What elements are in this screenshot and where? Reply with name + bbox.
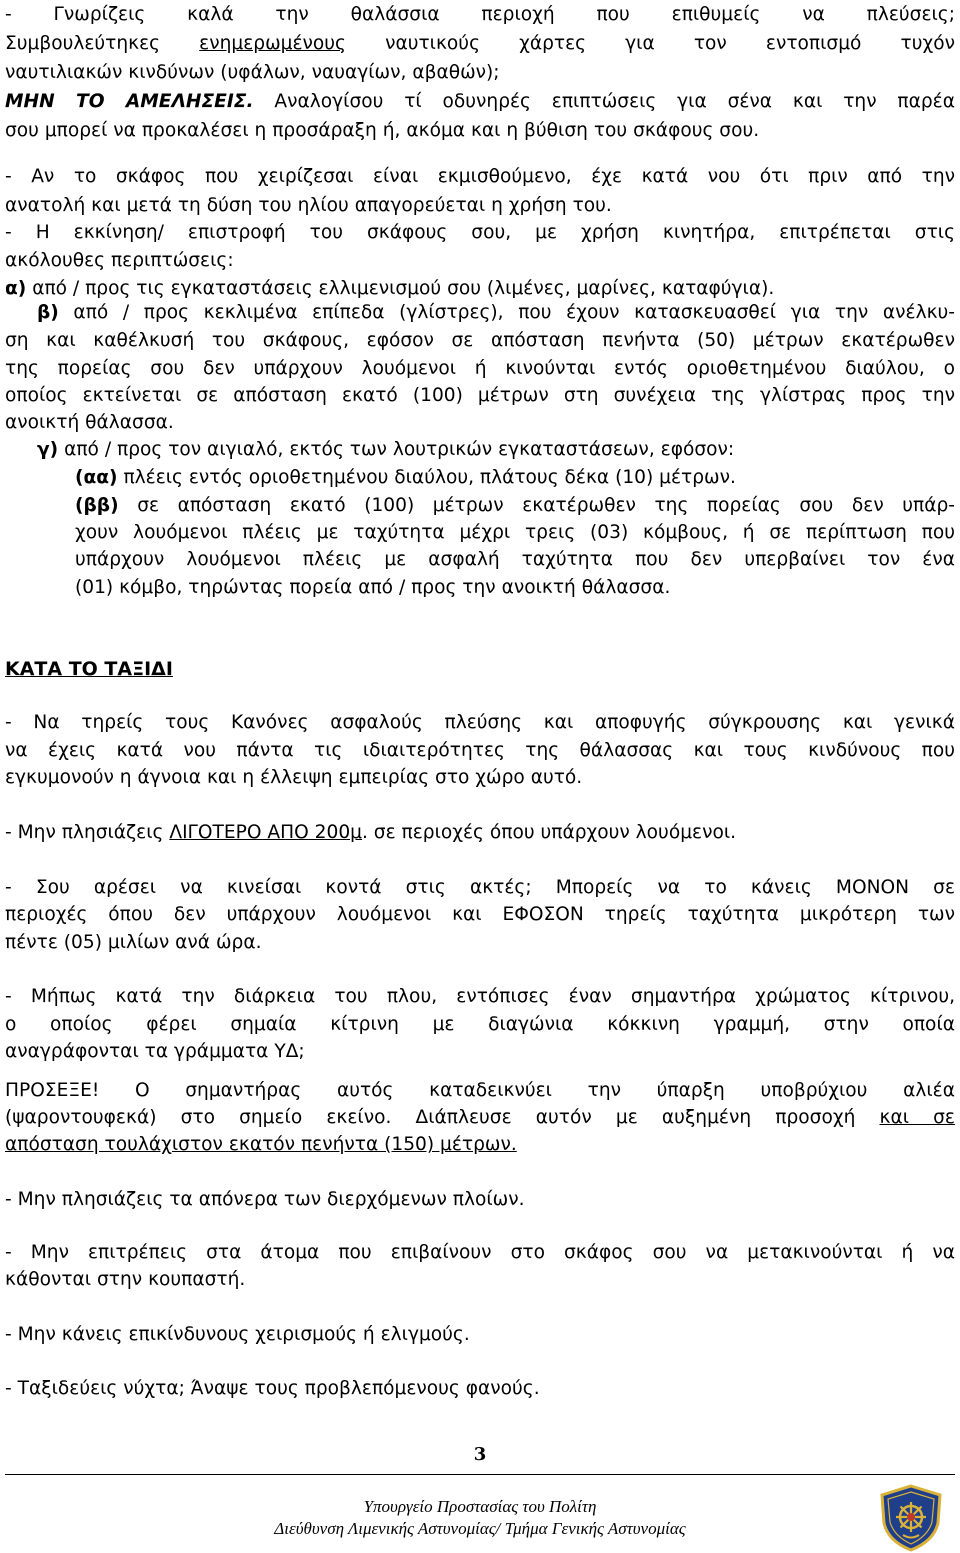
- rule5-line2: (ψαροντουφεκά) στο σημείο εκείνο. Διάπλευσε αυτόν με αυξημένη προσοχή και σε: [5, 1107, 955, 1128]
- page-number: 3: [473, 1444, 487, 1465]
- footer-ministry: Υπουργείο Προστασίας του Πολίτη: [363, 1497, 597, 1516]
- sub-aa: (αα) πλέεις εντός οριοθετημένου διαύλου, πλάτους δέκα (10) μέτρων.: [75, 467, 736, 488]
- case-b-line5: ανοικτή θάλασσα.: [5, 412, 174, 433]
- sub-bb-line3: υπάρχουν λουόμενοι πλέεις με ασφαλή ταχύτητα που δεν υπερβαίνει τον ένα: [75, 549, 955, 570]
- case-b-line2: ση και καθέλκυσή του σκάφους, εφόσον σε απόσταση πενήντα (50) μέτρων εκατέρωθεν: [5, 330, 955, 351]
- rule8: - Μην κάνεις επικίνδυνους χειρισμούς ή ελιγμούς.: [5, 1324, 470, 1345]
- sub-bb-line1: (ββ) σε απόσταση εκατό (100) μέτρων εκατέρωθεν της πορείας σου δεν υπάρ-: [75, 495, 955, 516]
- para1-line1: - Γνωρίζεις καλά την θαλάσσια περιοχή που επιθυμείς να πλεύσεις;: [5, 4, 955, 25]
- rule5-line1: ΠΡΟΣΕΞΕ! Ο σημαντήρας αυτός καταδεικνύει την ύπαρξη υποβρύχιου αλιέα: [5, 1080, 955, 1101]
- rule4-line1: - Μήπως κατά την διάρκεια του πλου, εντόπισες έναν σημαντήρα χρώματος κίτρινου,: [5, 986, 955, 1007]
- rule1-line1: - Να τηρείς τους Κανόνες ασφαλούς πλεύσης και αποφυγής σύγκρουσης και γενικά: [5, 712, 955, 733]
- rule3-line3: πέντε (05) μιλίων ανά ώρα.: [5, 932, 262, 953]
- rule9: - Ταξιδεύεις νύχτα; Άναψε τους προβλεπόμενους φανούς.: [5, 1378, 540, 1399]
- rule6: - Μην πλησιάζεις τα απόνερα των διερχόμενων πλοίων.: [5, 1189, 525, 1210]
- case-b-marker: β): [37, 302, 59, 323]
- footer-divider: [5, 1474, 955, 1475]
- rule1-line2: να έχεις κατά νου πάντα τις ιδιαιτερότητες της θάλασσας και τους κινδύνους που: [5, 740, 955, 761]
- case-c: γ) από / προς τον αιγιαλό, εκτός των λουτρικών εγκαταστάσεων, εφόσον:: [37, 439, 735, 460]
- para2-line1: - Αν το σκάφος που χειρίζεσαι είναι εκμισθούμενο, έχε κατά νου ότι πριν από την: [5, 166, 955, 187]
- sub-bb-marker: (ββ): [75, 495, 119, 516]
- section-heading: ΚΑΤΑ ΤΟ ΤΑΞΙΔΙ: [5, 658, 173, 680]
- rule2: - Μην πλησιάζεις ΛΙΓΟΤΕΡΟ ΑΠΟ 200μ. σε περιοχές όπου υπάρχουν λουόμενοι.: [5, 822, 737, 843]
- para1-line2: Συμβουλεύτηκες ενημερωμένους ναυτικούς χάρτες για τον εντοπισμό τυχόν: [5, 33, 955, 54]
- rule3-line2: περιοχές όπου δεν υπάρχουν λουόμενοι και ΕΦΟΣΟΝ τηρείς ταχύτητα μικρότερη των: [5, 904, 955, 925]
- rule4-line3: αναγράφονται τα γράμματα ΥΔ;: [5, 1041, 305, 1062]
- sub-aa-marker: (αα): [75, 467, 118, 488]
- para3-line1: - Η εκκίνηση/ επιστροφή του σκάφους σου, με χρήση κινητήρα, επιτρέπεται στις: [5, 222, 955, 243]
- sub-bb-line2: χουν λουόμενοι πλέεις με ταχύτητα μέχρι τρεις (03) κόμβους, ή σε περίπτωση που: [75, 522, 955, 543]
- para1-line5: σου μπορεί να προκαλέσει η προσάραξη ή, ακόμα και η βύθιση του σκάφους σου.: [5, 120, 760, 141]
- rule4-line2: ο οποίος φέρει σημαία κίτρινη με διαγώνια κόκκινη γραμμή, στην οποία: [5, 1014, 955, 1035]
- distance-limit: ΛΙΓΟΤΕΡΟ ΑΠΟ 200μ: [169, 822, 362, 843]
- para1-line4: ΜΗΝ ΤΟ ΑΜΕΛΗΣΕΙΣ. Αναλογίσου τί οδυνηρές επιπτώσεις για σένα και την παρέα: [5, 91, 955, 112]
- case-b-line3: της πορείας σου δεν υπάρχουν λουόμενοι ή κινούνται εντός οριοθετημένου διαύλου, ο: [5, 358, 955, 379]
- sub-bb-line4: (01) κόμβο, τηρώντας πορεία από / προς την ανοικτή θάλασσα.: [75, 577, 671, 598]
- footer-department: Διεύθυνση Λιμενικής Αστυνομίας/ Τμήμα Γενικής Αστυνομίας: [274, 1519, 686, 1538]
- underlined-updated: ενημερωμένους: [199, 33, 346, 54]
- para3-line2: ακόλουθες περιπτώσεις:: [5, 250, 234, 271]
- case-b-line4: οποίος εκτείνεται σε απόσταση εκατό (100) μέτρων στη συνέχεια της γλίστρας προς την: [5, 385, 955, 406]
- para1-line3: ναυτιλιακών κινδύνων (υφάλων, ναυαγίων, αβαθών);: [5, 62, 500, 83]
- rule7-line1: - Μην επιτρέπεις στα άτομα που επιβαίνουν στο σκάφος σου να μετακινούνται ή να: [5, 1242, 955, 1263]
- case-a: α) από / προς τις εγκαταστάσεις ελλιμενισμού σου (λιμένες, μαρίνες, καταφύγια).: [5, 278, 775, 299]
- para2-line2: ανατολή και μετά τη δύση του ηλίου απαγορεύεται η χρήση του.: [5, 195, 612, 216]
- case-a-marker: α): [5, 278, 27, 299]
- rule7-line2: κάθονται στην κουπαστή.: [5, 1269, 246, 1290]
- rule1-line3: εγκυμονούν η άγνοια και η έλλειψη εμπειρίας στο χώρο αυτό.: [5, 767, 583, 788]
- rule5-line3: απόσταση τουλάχιστον εκατόν πενήντα (150) μέτρων.: [5, 1134, 517, 1155]
- warning-emphasis: ΜΗΝ ΤΟ ΑΜΕΛΗΣΕΙΣ.: [5, 91, 254, 112]
- case-b-line1: β) από / προς κεκλιμένα επίπεδα (γλίστρες), που έχουν κατασκευασθεί για την ανέλκυ-: [37, 302, 955, 323]
- case-c-marker: γ): [37, 439, 59, 460]
- rule3-line1: - Σου αρέσει να κινείσαι κοντά στις ακτές; Μπορείς να το κάνεις ΜΟΝΟΝ σε: [5, 877, 955, 898]
- coast-guard-emblem-icon: [876, 1483, 946, 1553]
